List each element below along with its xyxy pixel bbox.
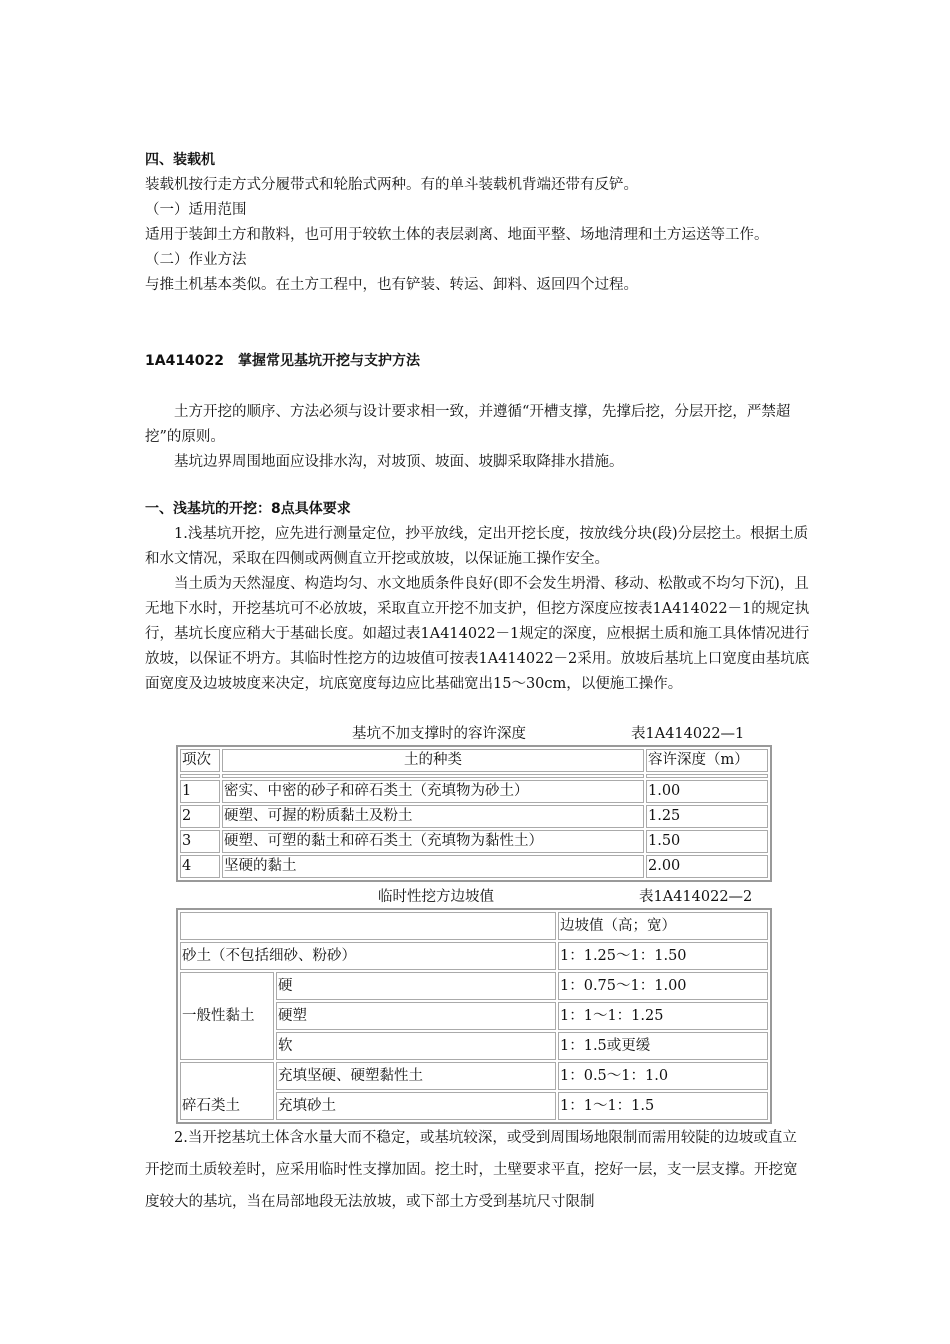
header-cell: 容许深度（m） xyxy=(646,749,768,772)
header-cell: 土的种类 xyxy=(222,749,644,772)
table-cell: 硬 xyxy=(276,972,556,1000)
table-cell: 硬塑 xyxy=(276,1002,556,1030)
table-cell: 软 xyxy=(276,1032,556,1060)
table-cell: 硬塑、可握的粉质黏土及粉土 xyxy=(222,805,644,828)
table-cell: 硬塑、可塑的黏土和碎石类土（充填物为黏性土） xyxy=(222,830,644,853)
table-cell: 4 xyxy=(180,855,220,878)
section-tail xyxy=(145,1122,810,1218)
table-cell: 碎石类土 xyxy=(180,1062,274,1120)
table-cell: 充填砂土 xyxy=(276,1092,556,1120)
table1-number: 表1A414022—1 xyxy=(631,726,745,742)
table-cell: 1.25 xyxy=(646,805,768,828)
table-cell: 一般性黏土 xyxy=(180,972,274,1060)
section-loader xyxy=(145,148,810,298)
paragraph: 基坑边界周围地面应设排水沟，对坡顶、坡面、坡脚采取降排水措施。 xyxy=(174,454,624,470)
paragraph: 1.浅基坑开挖，应先进行测量定位，抄平放线，定出开挖长度，按放线分块(段)分层挖土。根据土质和水文情况，采取在四侧或两侧直立开挖或放坡，以保证施工操作安全。 xyxy=(145,526,809,567)
table-header-row xyxy=(180,749,768,772)
table-cell: 1：1.5或更缓 xyxy=(558,1032,768,1060)
section-1a-body xyxy=(145,400,810,475)
table-row xyxy=(180,1062,768,1090)
paragraph: 与推土机基本类似。在土方工程中，也有铲装、转运、卸料、返回四个过程。 xyxy=(145,277,638,293)
table-cell: 1：1～1：1.5 xyxy=(558,1092,768,1120)
table-cell: 1：0.5～1：1.0 xyxy=(558,1062,768,1090)
table-row xyxy=(180,942,768,970)
table-cell: 1 xyxy=(180,780,220,803)
table-cell: 坚硬的黏土 xyxy=(222,855,644,878)
subsection-title: （二）作业方法 xyxy=(145,252,247,268)
section-heading-1a xyxy=(145,349,810,374)
table-row xyxy=(180,780,768,803)
paragraph: 2.当开挖基坑土体含水量大而不稳定，或基坑较深，或受到周围场地限制而需用较陡的边坡或直立开挖而土质较差时，应采用临时性支撑加固。挖土时，土壁要求平直，挖好一层，支一层支撑。开挖宽度较大的基坑，当在局部地段无法放坡，或下部土方受到基坑尺寸限制 xyxy=(145,1130,798,1210)
table-cell: 充填坚硬、硬塑黏性土 xyxy=(276,1062,556,1090)
paragraph: 适用于装卸土方和散料，也可用于较软土体的表层剥离、地面平整、场地清理和土方运送等工作。 xyxy=(145,227,769,243)
table-row xyxy=(180,805,768,828)
table-cell: 2 xyxy=(180,805,220,828)
table-cell: 1：1～1：1.25 xyxy=(558,1002,768,1030)
table-cell: 1.00 xyxy=(646,780,768,803)
table-cell: 3 xyxy=(180,830,220,853)
table-cell: 1.50 xyxy=(646,830,768,853)
table-row xyxy=(180,972,768,1000)
subsection-title: （一）适用范围 xyxy=(145,202,247,218)
table-row xyxy=(180,855,768,878)
section-shallow-pit xyxy=(145,497,810,697)
table-header-row xyxy=(180,912,768,940)
header-cell: 项次 xyxy=(180,749,220,772)
table-cell: 砂土（不包括细砂、粉砂） xyxy=(180,942,556,970)
header-cell: 边坡值（高；宽） xyxy=(558,912,768,940)
table-cell: 密实、中密的砂子和碎石类土（充填物为砂土） xyxy=(222,780,644,803)
paragraph: 土方开挖的顺序、方法必须与设计要求相一致，并遵循“开槽支撑，先撑后挖，分层开挖，严禁超挖”的原则。 xyxy=(145,404,791,445)
table-row xyxy=(180,774,768,778)
table-slope-values xyxy=(176,908,772,1124)
table2-caption: 临时性挖方边坡值 xyxy=(378,889,494,905)
table-allowable-depth xyxy=(176,745,772,882)
table-cell: 2.00 xyxy=(646,855,768,878)
table-row xyxy=(180,830,768,853)
table2-number: 表1A414022—2 xyxy=(639,889,753,905)
section-title: 四、装载机 xyxy=(145,152,215,168)
table-cell: 1：0.75～1：1.00 xyxy=(558,972,768,1000)
table1-caption: 基坑不加支撑时的容许深度 xyxy=(352,726,526,742)
table-cell: 1：1.25～1：1.50 xyxy=(558,942,768,970)
section-title: 一、浅基坑的开挖：8点具体要求 xyxy=(145,501,351,517)
paragraph: 当土质为天然湿度、构造均匀、水文地质条件良好(即不会发生坍滑、移动、松散或不均匀下沉)，且无地下水时，开挖基坑可不必放坡，采取直立开挖不加支护，但挖方深度应按表1A414022－1的规定执行，基坑长度应稍大于基础长度。如超过表1A414022－1规定的深度，应根据土质和施工具体情况进行放坡，以保证不坍方。其临时性挖方的边坡值可按表1A414022－2采用。放坡后基坑上口宽度由基坑底面宽度及边坡坡度来决定，坑底宽度每边应比基础宽出15～30cm，以便施工操作。 xyxy=(145,576,810,692)
paragraph: 装载机按行走方式分履带式和轮胎式两种。有的单斗装载机背端还带有反铲。 xyxy=(145,177,638,193)
section-title: 1A414022 掌握常见基坑开挖与支护方法 xyxy=(145,353,421,369)
